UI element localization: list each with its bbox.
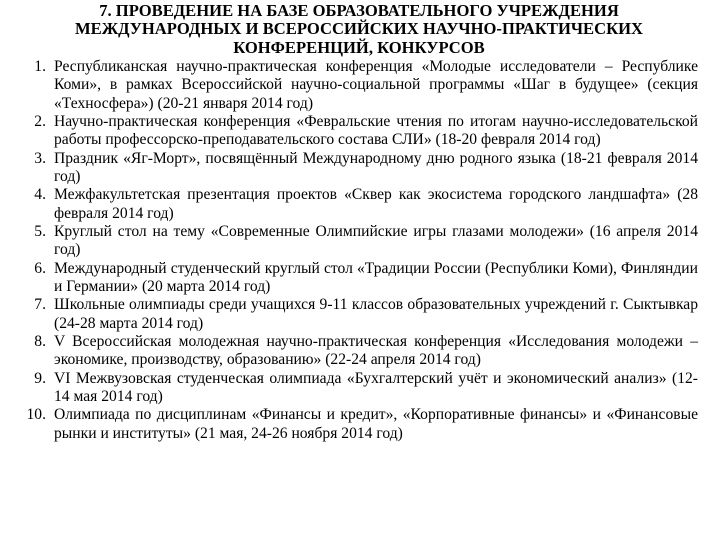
list-item-text: Круглый стол на тему «Современные Олимпийские игры глазами молодежи» (16 апреля 2014 год) xyxy=(54,222,698,259)
list-item xyxy=(20,113,698,150)
title-line: МЕЖДУНАРОДНЫХ И ВСЕРОССИЙСКИХ НАУЧНО-ПРАКТИЧЕСКИХ xyxy=(74,19,644,39)
list-item-number: 1. xyxy=(34,57,46,75)
list-item-text: Школьные олимпиады среди учащихся 9-11 классов образовательных учреждений г. Сыктывкар (24-28 марта 2014 год) xyxy=(54,296,698,332)
list-item-number: 9. xyxy=(34,369,46,387)
list-item-number: 10. xyxy=(26,406,46,424)
list-item xyxy=(20,186,698,223)
list-item xyxy=(20,150,698,187)
list-item-text: VI Межвузовская студенческая олимпиада «Бухгалтерский учёт и экономический анализ» (12-14 мая 2014 год) xyxy=(54,369,698,406)
list-item-text: Межфакультетская презентация проектов «Сквер как экосистема городского ландшафта» (28 февраля 2014 год) xyxy=(54,186,698,222)
title-line: 7. ПРОВЕДЕНИЕ НА БАЗЕ ОБРАЗОВАТЕЛЬНОГО УЧРЕЖДЕНИЯ xyxy=(99,1,619,20)
list-item-number: 2. xyxy=(34,112,46,130)
page-title xyxy=(20,2,698,57)
list-item-number: 7. xyxy=(34,296,46,314)
list-item-text: Международный студенческий круглый стол «Традиции России (Республики Коми), Финляндии и Германии» (20 марта 2014 год) xyxy=(54,259,698,296)
list-item-text: V Всероссийская молодежная научно-практическая конференция «Исследования молодежи – экономике, производству, образованию» (22-24 апреля 2014 год) xyxy=(54,333,698,369)
list-item-number: 8. xyxy=(34,333,46,351)
list-item xyxy=(20,260,698,297)
list-item xyxy=(20,406,698,443)
list-item xyxy=(20,223,698,260)
events-list xyxy=(20,58,698,443)
list-item-number: 4. xyxy=(34,186,46,204)
list-item-text: Республиканская научно-практическая конференция «Молодые исследователи – Республике Коми», в рамках Всероссийской научно-социальной программы «Шаг в будущее» (секция «Техносфера») (20-21 января 2014 год) xyxy=(54,57,698,112)
list-item-number: 6. xyxy=(34,259,46,277)
list-item xyxy=(20,333,698,370)
list-item xyxy=(20,296,698,333)
list-item-number: 3. xyxy=(34,149,46,167)
list-item-number: 5. xyxy=(34,222,46,240)
title-line: КОНФЕРЕНЦИЙ, КОНКУРСОВ xyxy=(233,37,485,57)
list-item-text: Научно-практическая конференция «Февральские чтения по итогам научно-исследовательской работы профессорско-преподавательского состава СЛИ» (18-20 февраля 2014 год) xyxy=(54,112,698,149)
list-item xyxy=(20,58,698,113)
list-item-text: Олимпиада по дисциплинам «Финансы и кредит», «Корпоративные финансы» и «Финансовые рынки и институты» (21 мая, 24-26 ноября 2014 год) xyxy=(54,406,698,442)
list-item-text: Праздник «Яг-Морт», посвящённый Международному дню родного языка (18-21 февраля 2014 год) xyxy=(54,149,698,185)
list-item xyxy=(20,370,698,407)
